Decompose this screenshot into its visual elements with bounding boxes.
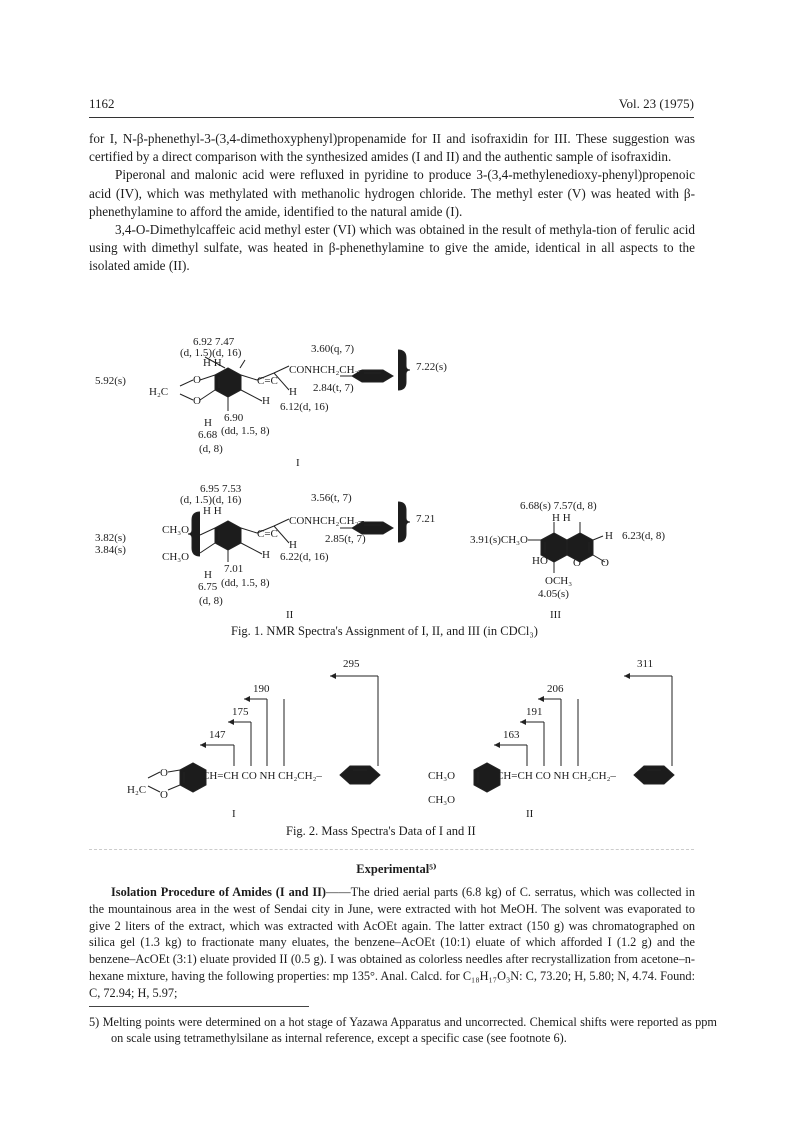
nmr-I-690: 6.90 xyxy=(224,412,244,424)
ms-II-206: 206 xyxy=(547,683,564,695)
nmr-I-ph: 7.22(s) xyxy=(416,361,447,373)
ms-I-label: I xyxy=(232,808,236,820)
nmr-II-675: 6.75 xyxy=(198,581,218,593)
fig1-caption: Fig. 1. NMR Spectra's Assignment of I, II, and III (in CDCl₃) xyxy=(231,624,538,638)
nmr-I-amide: CONHCH₂CH₂– xyxy=(289,364,364,376)
ms-II-163: 163 xyxy=(503,729,520,741)
paragraph-3: 3,4-O-Dimethylcaffeic acid methyl ester (VI) which was obtained in the result of methyla-tion of ferulic acid using with dimethyl sulfate, was heated in β-phenethylamine to give the amide, identical in all aspects to the isolated amide (II). xyxy=(89,222,695,274)
nmr-II-o1: CH₃O xyxy=(162,524,190,536)
nmr-II-m1: 3.82(s) xyxy=(95,532,126,544)
nmr-II-o2: CH₃O xyxy=(162,551,190,563)
nmr-I-top: 6.92 7.47 xyxy=(193,336,235,348)
footnote-rule xyxy=(89,1006,309,1007)
nmr-III-hh: H H xyxy=(552,512,571,524)
nmr-II-dd: (dd, 1.5, 8) xyxy=(221,577,270,589)
nmr-II-d16: 6.22(d, 16) xyxy=(280,551,329,563)
experimental-body: ——The dried aerial parts (6.8 kg) of C. serratus, which was collected in the mountainous area in the west of Sendai city in June, were extracted with hot MeOH. The solvent was evaporated to give 2 liters of the extract, which was extracted with AcOEt again. The latter extract (150 g) was chromatographed on silica gel (1.3 kg) to fractionate many eluates, the benzene–AcOEt (10:1) eluate of which afforded I (1.2 g) and the benzene–AcOEt (3:1) eluate provided II (0.5 g). I was obtained as colorless needles after recrystallization from acetone–n-hexane mixture, having the following properties: mp 135°. Anal. Calcd. for C₁₈H₁₇O₃N: C, 73.20; H, 5.80; N, 4.74. Found: C, 72.94; H, 5.97; xyxy=(89,885,695,1000)
nmr-I-q: 3.60(q, 7) xyxy=(311,343,355,355)
nmr-II-t1: 3.56(t, 7) xyxy=(311,492,352,504)
nmr-I-hb: H xyxy=(204,417,212,429)
nmr-III-623: 6.23(d, 8) xyxy=(622,530,666,542)
nmr-I-dd: (dd, 1.5, 8) xyxy=(221,425,270,437)
journal-volume: Vol. 23 (1975) xyxy=(618,96,694,111)
nmr-III-label: III xyxy=(550,609,561,621)
nmr-I-top2: (d, 1.5)(d, 16) xyxy=(180,347,242,359)
fig2-caption: Fig. 2. Mass Spectra's Data of I and II xyxy=(286,824,476,838)
nmr-II-cc: C=C xyxy=(257,528,278,540)
nmr-II-hh: H H xyxy=(203,505,222,517)
footnote-5: 5) Melting points were determined on a hot stage of Yazawa Apparatus and uncorrected. Chemical shifts were reported as ppm on scale using tetramethylsilane as internal reference, except a specific case (see footnote 6). xyxy=(89,1015,717,1046)
nmr-I-h2c: H₂C xyxy=(149,386,169,398)
ms-I-chain: CH=CH CO NH CH₂CH₂– xyxy=(202,770,322,782)
paragraph-2: Piperonal and malonic acid were refluxed in pyridine to produce 3-(3,4-methylenedioxy-phenyl)propenoic acid (IV), which was methylated with methanolic hydrogen chloride. The methyl ester (V) was heated with β-phenethylamine to afford the amide, identified to the natural amide (I). xyxy=(89,167,695,219)
nmr-II-h1: H xyxy=(289,539,297,551)
ms-I-o1: O xyxy=(160,767,168,779)
nmr-III-s: 4.05(s) xyxy=(538,588,569,600)
nmr-II-hb: H xyxy=(204,569,212,581)
nmr-II-m2: 3.84(s) xyxy=(95,544,126,556)
nmr-III-ome: 3.91(s)CH₃O xyxy=(470,534,528,546)
nmr-II-top2: (d, 1.5)(d, 16) xyxy=(180,494,242,506)
nmr-I-h1: H xyxy=(289,386,297,398)
nmr-II-ph: 7.21 xyxy=(416,513,436,525)
section-divider xyxy=(89,849,694,850)
nmr-II-d8: (d, 8) xyxy=(199,595,223,607)
ms-I-295: 295 xyxy=(343,658,360,670)
nmr-I-label: I xyxy=(296,457,300,469)
nmr-III-ho: HO xyxy=(532,555,548,567)
nmr-III-o: O xyxy=(573,557,581,569)
ms-II-label: II xyxy=(526,808,534,820)
ms-I-175: 175 xyxy=(232,706,249,718)
ms-I-h2c: H₂C xyxy=(127,784,147,796)
nmr-III-h: H xyxy=(605,530,613,542)
nmr-III-och3: OCH₃ xyxy=(545,575,573,587)
nmr-II-amide: CONHCH₂CH₂– xyxy=(289,515,364,527)
nmr-I-h2: H xyxy=(262,395,270,407)
ms-II-o1: CH₃O xyxy=(428,770,456,782)
ms-II-311: 311 xyxy=(637,658,654,670)
nmr-III-o2: O xyxy=(601,557,609,569)
ms-II-chain: CH=CH CO NH CH₂CH₂– xyxy=(496,770,616,782)
nmr-II-t2: 2.85(t, 7) xyxy=(325,533,366,545)
ms-I-190: 190 xyxy=(253,683,270,695)
nmr-II-h2: H xyxy=(262,549,270,561)
ms-II-o2: CH₃O xyxy=(428,794,456,806)
ms-I-147: 147 xyxy=(209,729,226,741)
page-number: 1162 xyxy=(89,96,115,111)
nmr-I-d8: (d, 8) xyxy=(199,443,223,455)
nmr-III-top: 6.68(s) 7.57(d, 8) xyxy=(520,500,597,512)
experimental-lead: Isolation Procedure of Amides (I and II) xyxy=(111,885,327,899)
nmr-I-d16: 6.12(d, 16) xyxy=(280,401,329,413)
nmr-I-o2: O xyxy=(193,395,201,407)
paragraph-1: for I, N-β-phenethyl-3-(3,4-dimethoxyphenyl)propenamide for II and isofraxidin for III. These suggestion was certified by a direct comparison with the synthesized amides (I and II) and the authentic sample of isofraxidin. xyxy=(89,131,695,165)
nmr-I-cc: C=C xyxy=(257,375,278,387)
nmr-I-o1: O xyxy=(193,374,201,386)
experimental-text xyxy=(89,884,695,1002)
nmr-I-668: 6.68 xyxy=(198,429,218,441)
nmr-I-hh: H H xyxy=(203,357,222,369)
nmr-II-top: 6.95 7.53 xyxy=(200,483,242,495)
nmr-II-label: II xyxy=(286,609,294,621)
nmr-II-701: 7.01 xyxy=(224,563,244,575)
ms-II-191: 191 xyxy=(526,706,543,718)
experimental-title: Experimental⁵⁾ xyxy=(356,862,437,876)
nmr-I-t: 2.84(t, 7) xyxy=(313,382,354,394)
ms-I-o2: O xyxy=(160,789,168,801)
nmr-I-ch2o: 5.92(s) xyxy=(95,375,126,387)
